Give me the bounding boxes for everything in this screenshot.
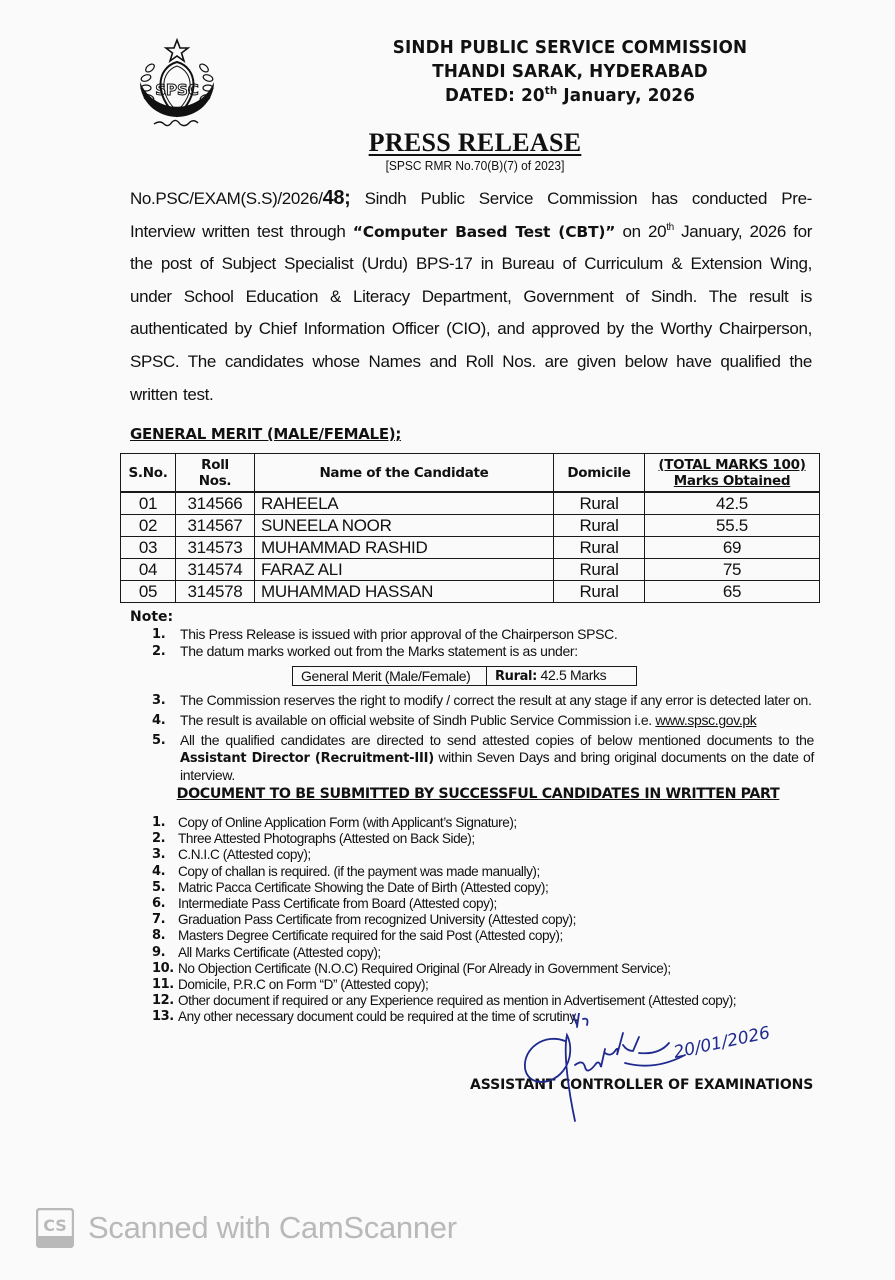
merit-list-table: [120, 453, 820, 603]
document-item: 12. Other document if required or any Experience required as mention in Advertisement (Attested copy);: [152, 993, 737, 1009]
note-item: 5. All the qualified candidates are directed to send attested copies of below mentioned documents to the Assistant Director (Recruitment-III) within Seven Days and bring original documents on the date of interview.: [152, 732, 814, 783]
col-sno: S.No.: [121, 454, 176, 493]
note-item: 2. The datum marks worked out from the Marks statement is as under:: [152, 643, 578, 659]
signatory-title: ASSISTANT CONTROLLER OF EXAMINATIONS: [470, 1077, 814, 1093]
col-roll: Roll Nos.: [176, 454, 255, 493]
document-item: 10. No Objection Certificate (N.O.C) Required Original (For Already in Government Service);: [152, 960, 671, 976]
document-item: 8. Masters Degree Certificate required for the said Post (Attested copy);: [152, 928, 563, 944]
cell-roll: 314574: [176, 559, 255, 581]
cell-domicile: Rural: [554, 492, 645, 515]
table-row: [121, 581, 820, 603]
cell-domicile: Rural: [554, 581, 645, 603]
table-row: [121, 515, 820, 537]
cell-marks: 55.5: [645, 515, 820, 537]
table-row: [121, 559, 820, 581]
document-item: 5. Matric Pacca Certificate Showing the Date of Birth (Attested copy);: [152, 879, 549, 895]
note-item: 1. This Press Release is issued with prior approval of the Chairperson SPSC.: [152, 626, 618, 642]
document-item: 4. Copy of challan is required. (if the payment was made manually);: [152, 863, 540, 879]
table-row: [121, 492, 820, 515]
spsc-logo-icon: [126, 38, 228, 142]
document-item: 2. Three Attested Photographs (Attested on Back Side);: [152, 831, 475, 847]
document-item: 13. Any other necessary document could be required at the time of scrutiny.: [152, 1009, 579, 1025]
org-address: THANDI SARAK, HYDERABAD: [432, 61, 708, 82]
cell-sno: 02: [121, 515, 176, 537]
handwritten-signature-icon: [505, 1013, 805, 1123]
cell-name: FARAZ ALI: [255, 559, 554, 581]
document-item: 6. Intermediate Pass Certificate from Board (Attested copy);: [152, 896, 497, 912]
letterhead: [330, 36, 810, 108]
cell-domicile: Rural: [554, 515, 645, 537]
table-header-row: [121, 454, 820, 493]
cell-roll: 314567: [176, 515, 255, 537]
cell-sno: 03: [121, 537, 176, 559]
notes-list: [152, 626, 814, 803]
test-type: “Computer Based Test (CBT)”: [352, 222, 616, 241]
note-item: 3. The Commission reserves the right to modify / correct the result at any stage if any error is detected later on.: [152, 692, 812, 708]
cell-sno: 05: [121, 581, 176, 603]
datum-value: Rural: 42.5 Marks: [487, 667, 637, 686]
reference-number: [SPSC RMR No.70(B)(7) of 2023]: [385, 158, 565, 173]
document-item: 11. Domicile, P.R.C on Form “D” (Attested copy);: [152, 977, 429, 993]
letter-reference: No.PSC/EXAM(S.S)/2026/48;: [130, 187, 351, 209]
cell-domicile: Rural: [554, 537, 645, 559]
org-name: SINDH PUBLIC SERVICE COMMISSION: [392, 37, 748, 58]
cell-name: MUHAMMAD HASSAN: [255, 581, 554, 603]
document-item: 1. Copy of Online Application Form (with Applicant’s Signature);: [152, 815, 517, 830]
document-item: 7. Graduation Pass Certificate from recognized University (Attested copy);: [152, 912, 576, 928]
datum-marks-table: [292, 666, 637, 686]
cell-roll: 314566: [176, 492, 255, 515]
table-row: [121, 537, 820, 559]
notes-label: Note:: [130, 609, 174, 625]
cell-marks: 69: [645, 537, 820, 559]
col-name: Name of the Candidate: [255, 454, 554, 493]
col-marks: (TOTAL MARKS 100) Marks Obtained: [645, 454, 820, 493]
svg-text:CS: CS: [43, 1216, 67, 1235]
cell-roll: 314573: [176, 537, 255, 559]
document-item: 9. All Marks Certificate (Attested copy);: [152, 944, 381, 960]
cell-roll: 314578: [176, 581, 255, 603]
cell-marks: 75: [645, 559, 820, 581]
svg-text:SPSC: SPSC: [155, 81, 199, 99]
svg-text:20/01/2026: 20/01/2026: [671, 1022, 772, 1063]
note-item: 4. The result is available on official website of Sindh Public Service Commission i.e. www.spsc.gov.pk: [152, 712, 757, 728]
cell-name: SUNEELA NOOR: [255, 515, 554, 537]
cell-marks: 65: [645, 581, 820, 603]
cell-sno: 01: [121, 492, 176, 515]
cell-sno: 04: [121, 559, 176, 581]
documents-list: [152, 815, 814, 1026]
page-title: PRESS RELEASE: [368, 128, 582, 157]
cell-name: MUHAMMAD RASHID: [255, 537, 554, 559]
camscanner-text: Scanned with CamScanner: [88, 1210, 457, 1245]
intro-paragraph: No.PSC/EXAM(S.S)/2026/48; Sindh Public Service Commission has conducted Pre-Interview written test through “Computer Based Test (CBT)” on 20th January, 2026 for the post of Subject Specialist (Urdu) BPS-17 in Bureau of Curriculum & Extension Wing, under School Education & Literacy Department, Government of Sindh. The result is authenticated by Chief Information Officer (CIO), and approved by the Worthy Chairperson, SPSC. The candidates whose Names and Roll Nos. are given below have qualified the written test.: [130, 187, 813, 404]
document-date: DATED: 20th January, 2026: [444, 84, 696, 106]
website-link[interactable]: www.spsc.gov.pk: [655, 712, 757, 728]
press-release-heading: [340, 128, 610, 174]
datum-category: General Merit (Male/Female): [293, 667, 487, 686]
col-domicile: Domicile: [554, 454, 645, 493]
camscanner-logo-icon: [36, 1208, 74, 1248]
documents-heading: DOCUMENT TO BE SUBMITTED BY SUCCESSFUL CANDIDATES IN WRITTEN PART: [176, 786, 780, 802]
cell-name: RAHEELA: [255, 492, 554, 515]
merit-section-heading: GENERAL MERIT (MALE/FEMALE);: [130, 425, 402, 443]
cell-marks: 42.5: [645, 492, 820, 515]
camscanner-watermark: [36, 1208, 457, 1248]
document-item: 3. C.N.I.C (Attested copy);: [152, 847, 311, 863]
cell-domicile: Rural: [554, 559, 645, 581]
